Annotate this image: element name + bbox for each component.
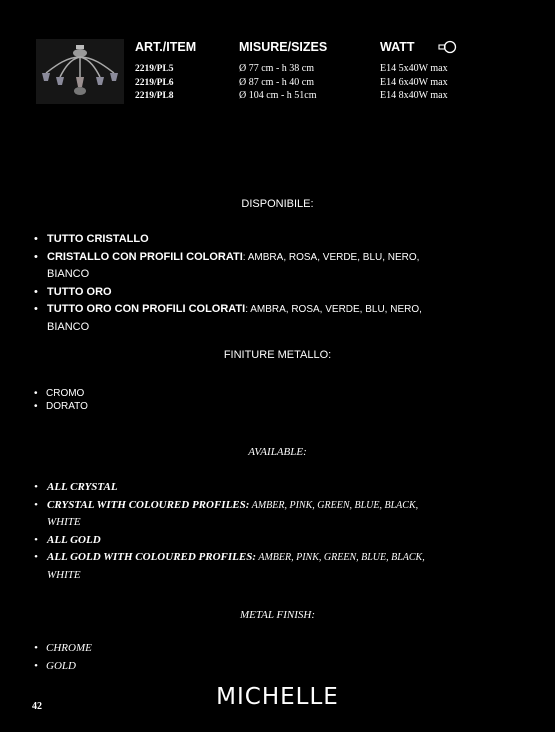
heading-disponibile: DISPONIBILE: bbox=[241, 198, 314, 210]
list-item: • ALL GOLD WITH COLOURED PROFILES: AMBER, PINK, GREEN, BLUE, BLACK, bbox=[34, 551, 425, 563]
italian-finishes-list bbox=[34, 387, 88, 413]
product-watt: E14 6x40W max bbox=[380, 76, 448, 88]
list-item: • CHROME bbox=[34, 642, 92, 654]
list-item-wrap: BIANCO bbox=[47, 320, 90, 333]
column-header-item: ART./ITEM bbox=[135, 40, 197, 54]
page-number: 42 bbox=[32, 701, 42, 712]
list-item: • DORATO bbox=[34, 401, 88, 412]
heading-finiture-metallo: FINITURE METALLO: bbox=[223, 349, 332, 361]
product-size: Ø 77 cm - h 38 cm bbox=[239, 63, 314, 74]
list-item: • TUTTO CRISTALLO bbox=[34, 233, 149, 245]
list-item: • TUTTO ORO bbox=[34, 285, 112, 298]
list-item: • TUTTO ORO CON PROFILI COLORATI: AMBRA, ROSA, VERDE, BLU, NERO, bbox=[34, 303, 422, 315]
bulb-socket-icon bbox=[437, 40, 457, 59]
list-item: • ALL GOLD bbox=[34, 533, 101, 546]
list-item: • ALL CRYSTAL bbox=[34, 481, 118, 493]
product-sizes bbox=[239, 62, 317, 103]
list-item-wrap: WHITE bbox=[47, 516, 81, 528]
list-item-wrap: WHITE bbox=[47, 568, 81, 581]
list-item: • CRISTALLO CON PROFILI COLORATI: AMBRA, ROSA, VERDE, BLU, NERO, bbox=[34, 250, 420, 263]
column-header-watt: WATT bbox=[380, 40, 415, 54]
english-finishes-list bbox=[34, 640, 92, 675]
list-item: • GOLD bbox=[34, 659, 76, 672]
product-size: Ø 104 cm - h 51cm bbox=[239, 90, 317, 101]
product-code: 2219/PL6 bbox=[135, 77, 174, 88]
heading-metal-finish: METAL FINISH: bbox=[239, 609, 316, 621]
heading-available: AVAILABLE: bbox=[248, 446, 307, 458]
english-options-list bbox=[34, 479, 425, 584]
product-code: 2219/PL8 bbox=[135, 91, 174, 101]
product-code: 2219/PL5 bbox=[135, 64, 174, 74]
product-watts bbox=[380, 62, 448, 103]
list-item: • CROMO bbox=[34, 388, 85, 399]
list-item-wrap: BIANCO bbox=[47, 268, 90, 280]
italian-options-list bbox=[34, 231, 422, 336]
list-item: • CRYSTAL WITH COLOURED PROFILES: AMBER, PINK, GREEN, BLUE, BLACK, bbox=[34, 498, 419, 511]
product-image-chandelier bbox=[36, 39, 124, 104]
chandelier-icon bbox=[36, 39, 124, 104]
product-watt: E14 8x40W max bbox=[380, 90, 448, 101]
brand-logo: MICHELLE bbox=[216, 684, 339, 710]
product-watt: E14 5x40W max bbox=[380, 63, 448, 74]
product-size: Ø 87 cm - h 40 cm bbox=[239, 76, 314, 88]
product-codes bbox=[135, 63, 174, 104]
column-header-sizes: MISURE/SIZES bbox=[239, 40, 328, 54]
